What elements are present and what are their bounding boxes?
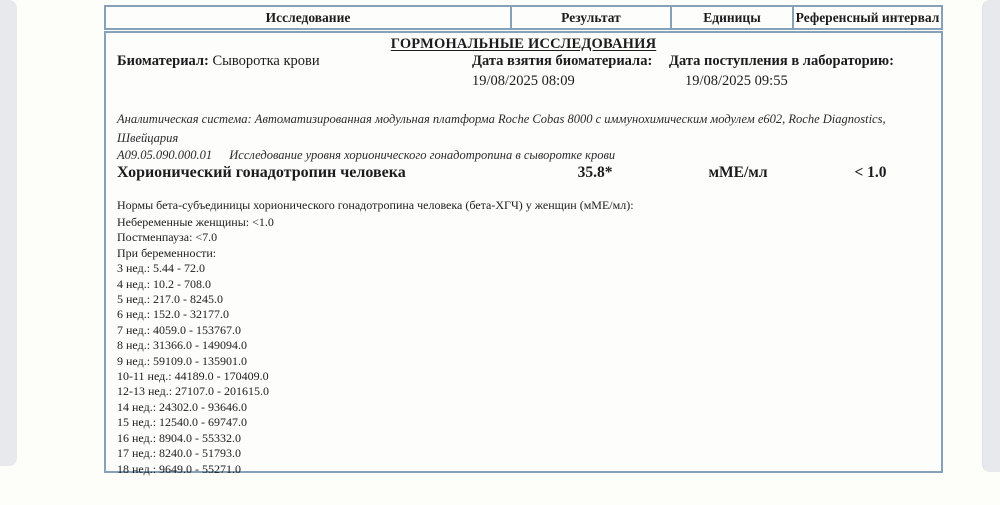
column-header-units: Единицы <box>670 5 794 30</box>
norm-line: 16 нед.: 8904.0 - 55332.0 <box>117 430 242 445</box>
results-table-header <box>104 5 943 30</box>
norm-line: 14 нед.: 24302.0 - 93646.0 <box>117 399 248 414</box>
norm-line: 18 нед.: 9649.0 - 55271.0 <box>117 461 242 476</box>
section-title: ГОРМОНАЛЬНЫЕ ИССЛЕДОВАНИЯ <box>390 36 657 52</box>
viewer-right-page-edge <box>982 0 1000 472</box>
norms-list <box>117 215 274 477</box>
column-header-result: Результат <box>510 5 672 30</box>
norm-line: 8 нед.: 31366.0 - 149094.0 <box>117 338 248 353</box>
date-taken-value: 19/08/2025 08:09 <box>472 73 575 89</box>
result-value: 35.8* <box>577 164 613 181</box>
date-received-block <box>669 53 894 90</box>
date-taken-block <box>472 53 652 90</box>
result-test-name: Хорионический гонадотропин человека <box>117 164 406 181</box>
analytical-system-note: Аналитическая система: Автоматизированная модульная платформа Roche Cobas 8000 с иммунохимическим модулем e602, Roche Diagnostics, Швейцария <box>117 112 886 145</box>
norm-line: 4 нед.: 10.2 - 708.0 <box>117 276 212 291</box>
norm-line: 10-11 нед.: 44189.0 - 170409.0 <box>117 369 269 384</box>
norm-line: 15 нед.: 12540.0 - 69747.0 <box>117 415 248 430</box>
column-header-study: Исследование <box>104 5 512 30</box>
result-reference-interval: < 1.0 <box>854 164 887 181</box>
column-header-reference-interval: Референсный интервал <box>792 5 943 30</box>
biomaterial-label: Биоматериал: <box>117 53 209 69</box>
hormonal-studies-section <box>104 31 943 476</box>
date-received-label: Дата поступления в лабораторию: <box>669 53 894 69</box>
norm-line: 6 нед.: 152.0 - 32177.0 <box>117 307 230 322</box>
date-received-value: 19/08/2025 09:55 <box>685 73 788 89</box>
biomaterial-line <box>117 53 320 70</box>
norm-line: Небеременные женщины: <1.0 <box>117 215 274 229</box>
norm-line: 5 нед.: 217.0 - 8245.0 <box>117 292 224 307</box>
norms-intro: Нормы бета-субъединицы хорионического гонадотропина человека (бета-ХГЧ) у женщин (мМЕ/мл): <box>117 198 634 212</box>
norm-line: 17 нед.: 8240.0 - 51793.0 <box>117 446 242 461</box>
date-taken-label: Дата взятия биоматериала: <box>472 53 653 69</box>
norm-line: 12-13 нед.: 27107.0 - 201615.0 <box>117 384 270 399</box>
norm-line: 9 нед.: 59109.0 - 135901.0 <box>117 353 248 368</box>
viewer-left-page-edge <box>0 0 17 466</box>
norm-line: 7 нед.: 4059.0 - 153767.0 <box>117 322 242 337</box>
biomaterial-value: Сыворотка крови <box>212 53 320 69</box>
result-units: мМЕ/мл <box>708 164 768 181</box>
norm-line: Постменпауза: <7.0 <box>117 230 218 245</box>
norm-line: При беременности: <box>117 245 217 260</box>
norm-line: 3 нед.: 5.44 - 72.0 <box>117 261 206 276</box>
test-code-line <box>117 148 615 163</box>
test-code-description: Исследование уровня хорионического гонадотропина в сыворотке крови <box>229 148 616 162</box>
result-table-row <box>106 164 941 182</box>
test-code: А09.05.090.000.01 <box>117 148 213 162</box>
